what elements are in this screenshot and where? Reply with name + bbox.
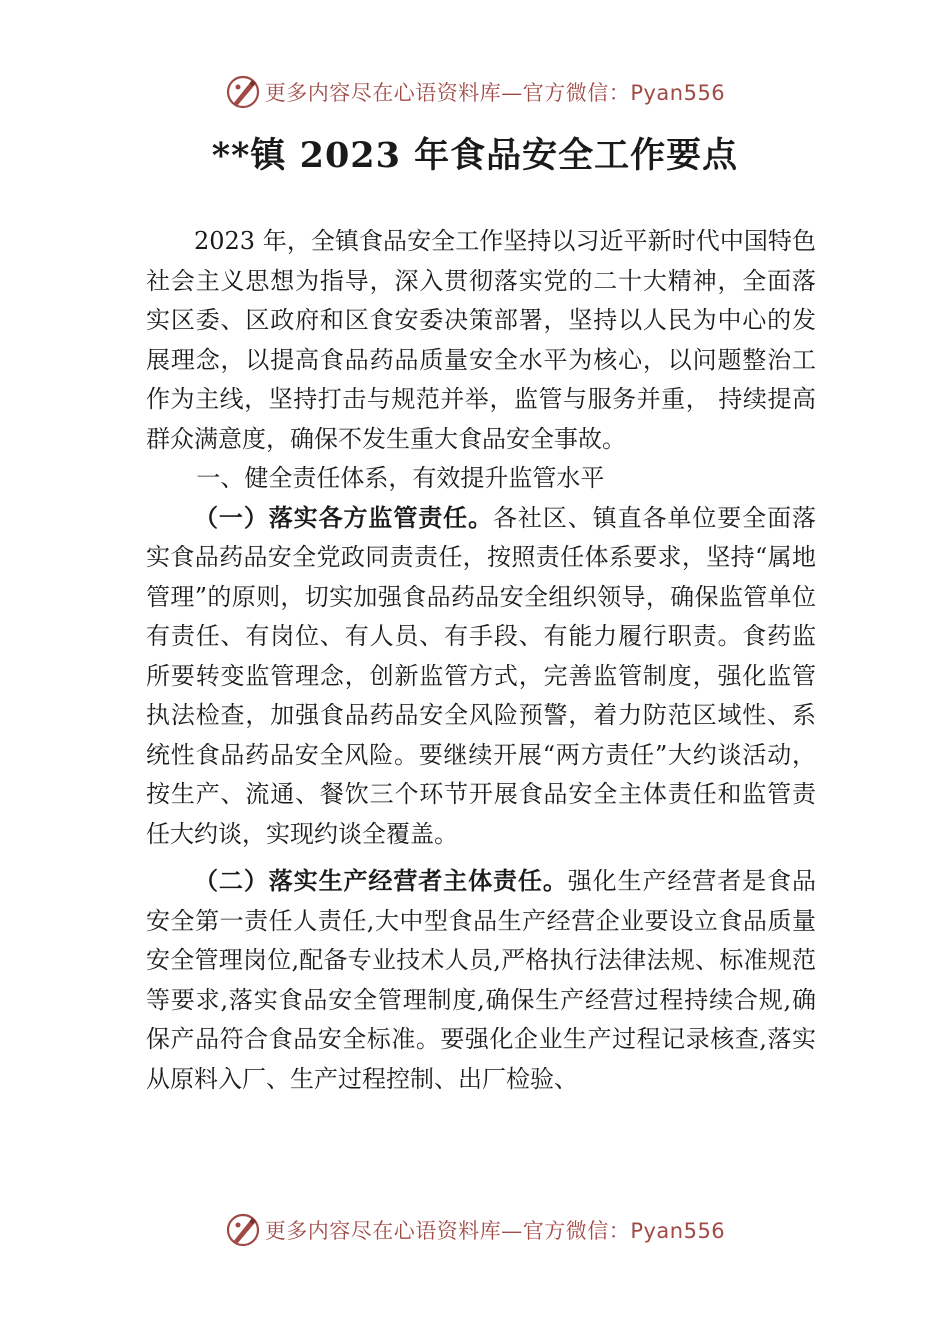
watermark-text: 更多内容尽在心语资料库—官方微信：Pyan556	[264, 1219, 726, 1243]
section-item-2-body: 强化生产经营者是食品安全第一责任人责任,大中型食品生产经营企业要设立食品质量安全管理岗位,配备专业技术人员,严格执行法律法规、标准规范等要求,落实食品安全管理制度,确保生产经营过程持续合规,确保产品符合食品安全标准。要强化企业生产过程记录核查,落实从原料入厂、生产过程控制、出厂检验、	[146, 867, 816, 1093]
section-item-1	[146, 499, 816, 855]
watermark-footer	[0, 1210, 950, 1250]
pen-logo-icon	[225, 1212, 261, 1248]
watermark-header	[0, 72, 950, 112]
section-item-1-title: （一）落实各方监管责任。	[194, 503, 493, 532]
page-title: **镇 2023 年食品安全工作要点	[211, 135, 739, 176]
section-item-2-title: （二）落实生产经营者主体责任。	[194, 867, 568, 895]
document-body	[146, 222, 816, 1099]
pen-logo-icon	[225, 74, 261, 110]
intro-paragraph: 2023 年，全镇食品安全工作坚持以习近平新时代中国特色社会主义思想为指导，深入贯彻落实党的二十大精神，全面落实区委、区政府和区食安委决策部署，坚持以人民为中心的发展理念，以提高食品药品质量安全水平为核心，以问题整治工作为主线，坚持打击与规范并举，监管与服务并重， 持续提高群众满意度，确保不发生重大食品安全事故。	[146, 227, 816, 453]
section-item-2	[146, 862, 816, 1099]
watermark-text: 更多内容尽在心语资料库—官方微信：Pyan556	[264, 81, 726, 105]
section-item-1-body: 各社区、镇直各单位要全面落实食品药品安全党政同责责任，按照责任体系要求，坚持“属地管理”的原则，切实加强食品药品安全组织领导，确保监管单位有责任、有岗位、有人员、有手段、有能力履行职责。食药监所要转变监管理念，创新监管方式，完善监管制度，强化监管执法检查，加强食品药品安全风险预警，着力防范区域性、系统性食品药品安全风险。要继续开展“两方责任”大约谈活动，按生产、流通、餐饮三个环节开展食品安全主体责任和监管责任大约谈，实现约谈全覆盖。	[146, 503, 816, 848]
section-heading: 一、健全责任体系，有效提升监管水平	[196, 464, 605, 492]
